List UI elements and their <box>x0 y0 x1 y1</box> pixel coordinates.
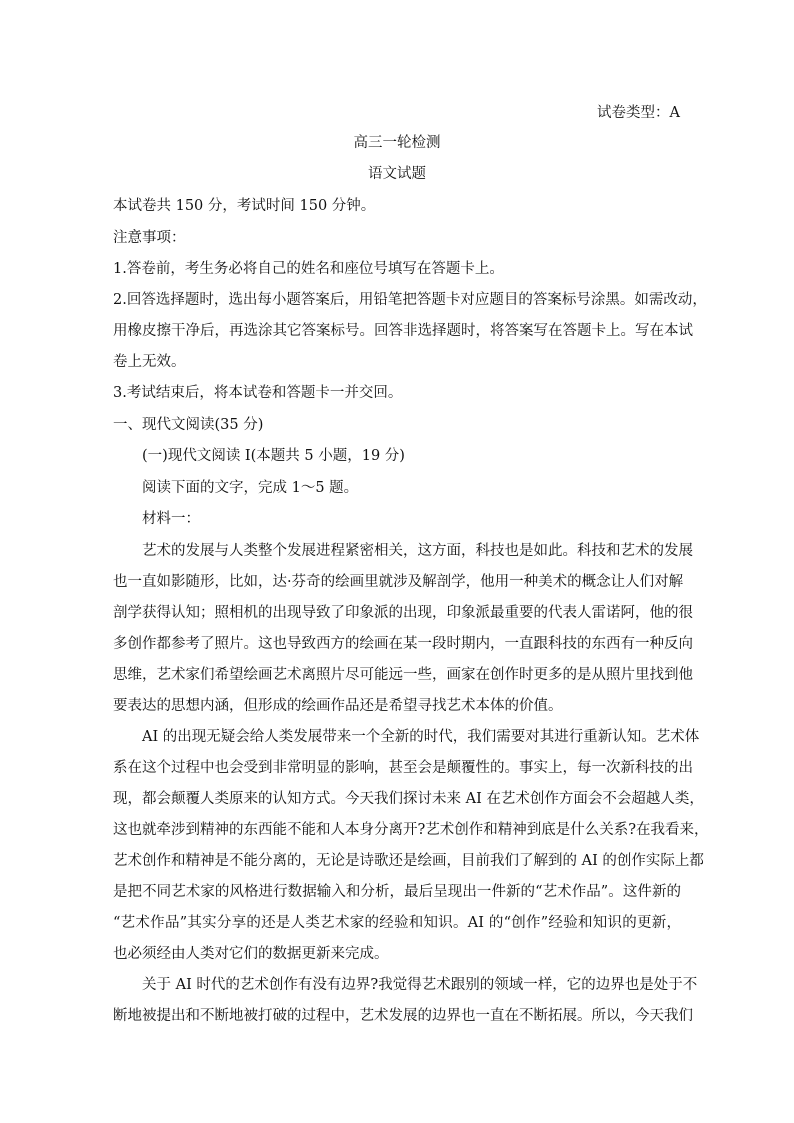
sub-section-title: (一)现代文阅读 I(本题共 5 小题，19 分) <box>142 448 405 464</box>
passage-line: 艺术的发展与人类整个发展进程紧密相关，这方面，科技也是如此。科技和艺术的发展 <box>142 543 693 559</box>
paper-type-label: 试卷类型：A <box>597 105 680 121</box>
notice-item-2-line: 2.回答选择题时，选出每小题答案后，用铅笔把答题卡对应题目的答案标号涂黑。如需改动， <box>113 292 707 308</box>
notice-item-2-line: 卷上无效。 <box>113 354 186 370</box>
passage-line: 这也就牵涉到精神的东西能不能和人本身分离开?艺术创作和精神到底是什么关系?在我看来， <box>113 822 709 838</box>
section-title: 一、现代文阅读(35 分) <box>113 417 264 433</box>
passage-line: 思维，艺术家们希望绘画艺术离照片尽可能远一些，画家在创作时更多的是从照片里找到他 <box>113 667 693 683</box>
passage-line: 要表达的思想内涵，但形成的绘画作品还是希望寻找艺术本体的价值。 <box>113 698 563 714</box>
notice-item-1: 1.答卷前，考生务必将自己的姓名和座位号填写在答题卡上。 <box>113 261 504 277</box>
passage-line: “艺术作品”其实分享的还是人类艺术家的经验和知识。AI 的“创作”经验和知识的更新， <box>113 915 681 931</box>
material-label: 材料一： <box>142 511 200 527</box>
notice-item-2-line: 用橡皮擦干净后，再选涂其它答案标号。回答非选择题时，将答案写在答题卡上。写在本试 <box>113 323 693 339</box>
reading-instruction: 阅读下面的文字，完成 1～5 题。 <box>142 480 359 496</box>
notice-item-3: 3.考试结束后，将本试卷和答题卡一并交回。 <box>113 385 403 401</box>
passage-line: 是把不同艺术家的风格进行数据输入和分析，最后呈现出一件新的“艺术作品”。这件新的 <box>113 884 681 900</box>
score-time-text: 本试卷共 150 分，考试时间 150 分钟。 <box>113 198 376 214</box>
passage-line: 也必须经由人类对它们的数据更新来完成。 <box>113 946 389 962</box>
passage-line: 剖学获得认知；照相机的出现导致了印象派的出现，印象派最重要的代表人雷诺阿，他的很 <box>113 605 693 621</box>
passage-line: AI 的出现无疑会给人类发展带来一个全新的时代，我们需要对其进行重新认知。艺术体 <box>142 729 700 745</box>
passage-line: 也一直如影随形，比如，达·芬奇的绘画里就涉及解剖学，他用一种美术的概念让人们对解 <box>113 574 684 590</box>
notice-heading: 注意事项： <box>113 230 186 246</box>
passage-line: 系在这个过程中也会受到非常明显的影响，甚至会是颠覆性的。事实上，每一次新科技的出 <box>113 760 693 776</box>
passage-line: 现，都会颠覆人类原来的认知方式。今天我们探讨未来 AI 在艺术创作方面会不会超越人类， <box>113 791 704 807</box>
passage-line: 关于 AI 时代的艺术创作有没有边界?我觉得艺术跟别的领域一样，它的边界也是处于不 <box>142 977 698 993</box>
passage-line: 艺术创作和精神是不能分离的，无论是诗歌还是绘画，目前我们了解到的 AI 的创作实际上都 <box>113 853 704 869</box>
passage-line: 断地被提出和不断地被打破的过程中，艺术发展的边界也一直在不断拓展。所以，今天我们 <box>113 1008 693 1024</box>
passage-line: 多创作都参考了照片。这也导致西方的绘画在某一段时期内，一直跟科技的东西有一种反向 <box>113 636 693 652</box>
exam-title: 高三一轮检测 <box>353 135 441 151</box>
subject-title: 语文试题 <box>368 166 426 182</box>
